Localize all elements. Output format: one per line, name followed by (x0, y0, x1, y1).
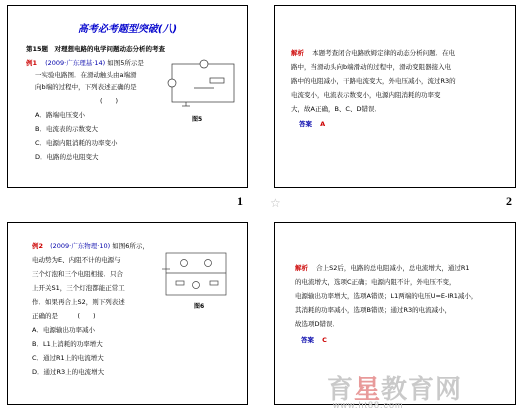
analysis-line-5: 大，故A正确，B、C、D错误． (291, 105, 381, 113)
answer-value: A (320, 120, 326, 128)
stem-line-5: 作．如果再合上S2，则下列表述 (32, 298, 125, 306)
slide-title: 高考必考题型突破(八) (77, 24, 178, 35)
watermark-url: www.ht88.com (333, 400, 404, 410)
analysis-label: 解析 (291, 49, 304, 57)
answer-line (299, 117, 325, 131)
stem-line-1: 如图5所示是 (107, 59, 144, 67)
analysis-line-2: 的电流增大，选项C正确；电源内阻不计，外电压不变， (295, 278, 456, 286)
circuit-diagram-figure6 (158, 245, 238, 303)
analysis-label: 解析 (295, 264, 308, 272)
stem-line-2: 一实验电路图．在滑动触头由a端滑 (35, 71, 137, 79)
page-number-1: 1 (237, 194, 243, 208)
stem-line-4: 上开关S1，三个灯泡都能正常工 (32, 284, 125, 292)
analysis-text-1: 合上S2后，电路的总电阻减小，总电流增大，通过R1 (316, 264, 470, 272)
analysis-line-4: 其消耗的功率减小，选项B错误；通过R3的电流减小， (295, 306, 452, 314)
option-d: D．通过R3上的电流增大 (32, 368, 105, 376)
figure-label: 图6 (194, 303, 205, 310)
figure-label: 图5 (192, 116, 203, 123)
example-source: (2009·广东理基·14) (45, 59, 106, 67)
answer-line (301, 333, 327, 347)
topic-heading: 第15题 对理想电路的电学问题动态分析的考查 (26, 45, 166, 53)
watermark-char-a: 育 (327, 375, 355, 405)
option-d: D．电路的总电阻变大 (35, 153, 99, 161)
option-c: C．电源内阻消耗的功率变小 (35, 139, 118, 147)
slide-3[interactable] (7, 222, 248, 405)
stem-line-6: 正确的是 ( ) (32, 312, 96, 320)
slide-1[interactable] (7, 5, 248, 188)
answer-label: 答案 (299, 120, 312, 128)
option-c: C．通过R1上的电流增大 (32, 354, 104, 362)
stem-line-1: 如图6所示， (112, 242, 149, 250)
circuit-diagram-figure5 (166, 58, 242, 110)
stem-line-3: 三个灯泡和三个电阻相接．只合 (32, 270, 123, 278)
stem-line-2: 电动势为E、内阻不计的电源与 (32, 256, 121, 264)
stem-line-3: 向b端的过程中，下列表述正确的是 (35, 83, 137, 91)
slide-2[interactable] (274, 5, 516, 188)
watermark-char-b: 星 (354, 375, 382, 405)
analysis-line-3: 电源输出功率增大，选项A错误；L1两端的电压U=E-IR1减小， (295, 292, 478, 300)
stem-line-4: ( ) (100, 97, 119, 105)
watermark-char-c: 教育网 (381, 375, 463, 405)
star-icon: ☆ (270, 196, 281, 210)
analysis-line-3: 路中的电阻减小，干路电流变大，外电压减小，流过R3的 (291, 77, 456, 85)
example-header (32, 239, 149, 253)
analysis-line-4: 电流变小，电流表示数变小，电源内阻消耗的功率变 (291, 91, 441, 99)
option-b: B．L1上消耗的功率增大 (32, 340, 103, 348)
analysis-line-1 (291, 46, 455, 60)
option-a: A．电源输出功率减小 (32, 326, 95, 334)
page-number-2: 2 (506, 194, 512, 208)
example-label: 例2 (32, 242, 44, 250)
analysis-line-2: 路中，当滑动头向b端滑动的过程中，滑动变阻器接入电 (291, 63, 452, 71)
option-b: B．电流表的示数变大 (35, 125, 98, 133)
answer-label: 答案 (301, 336, 314, 344)
example-label: 例1 (26, 59, 38, 67)
analysis-line-1 (295, 261, 470, 275)
analysis-text-1: 本题考查闭合电路欧姆定律的动态分析问题．在电 (312, 49, 456, 57)
analysis-line-5: 故选项D错误． (295, 320, 340, 328)
option-a: A．路端电压变小 (35, 111, 85, 119)
example-source: (2009·广东物理·10) (50, 242, 111, 250)
answer-value: C (322, 336, 327, 344)
